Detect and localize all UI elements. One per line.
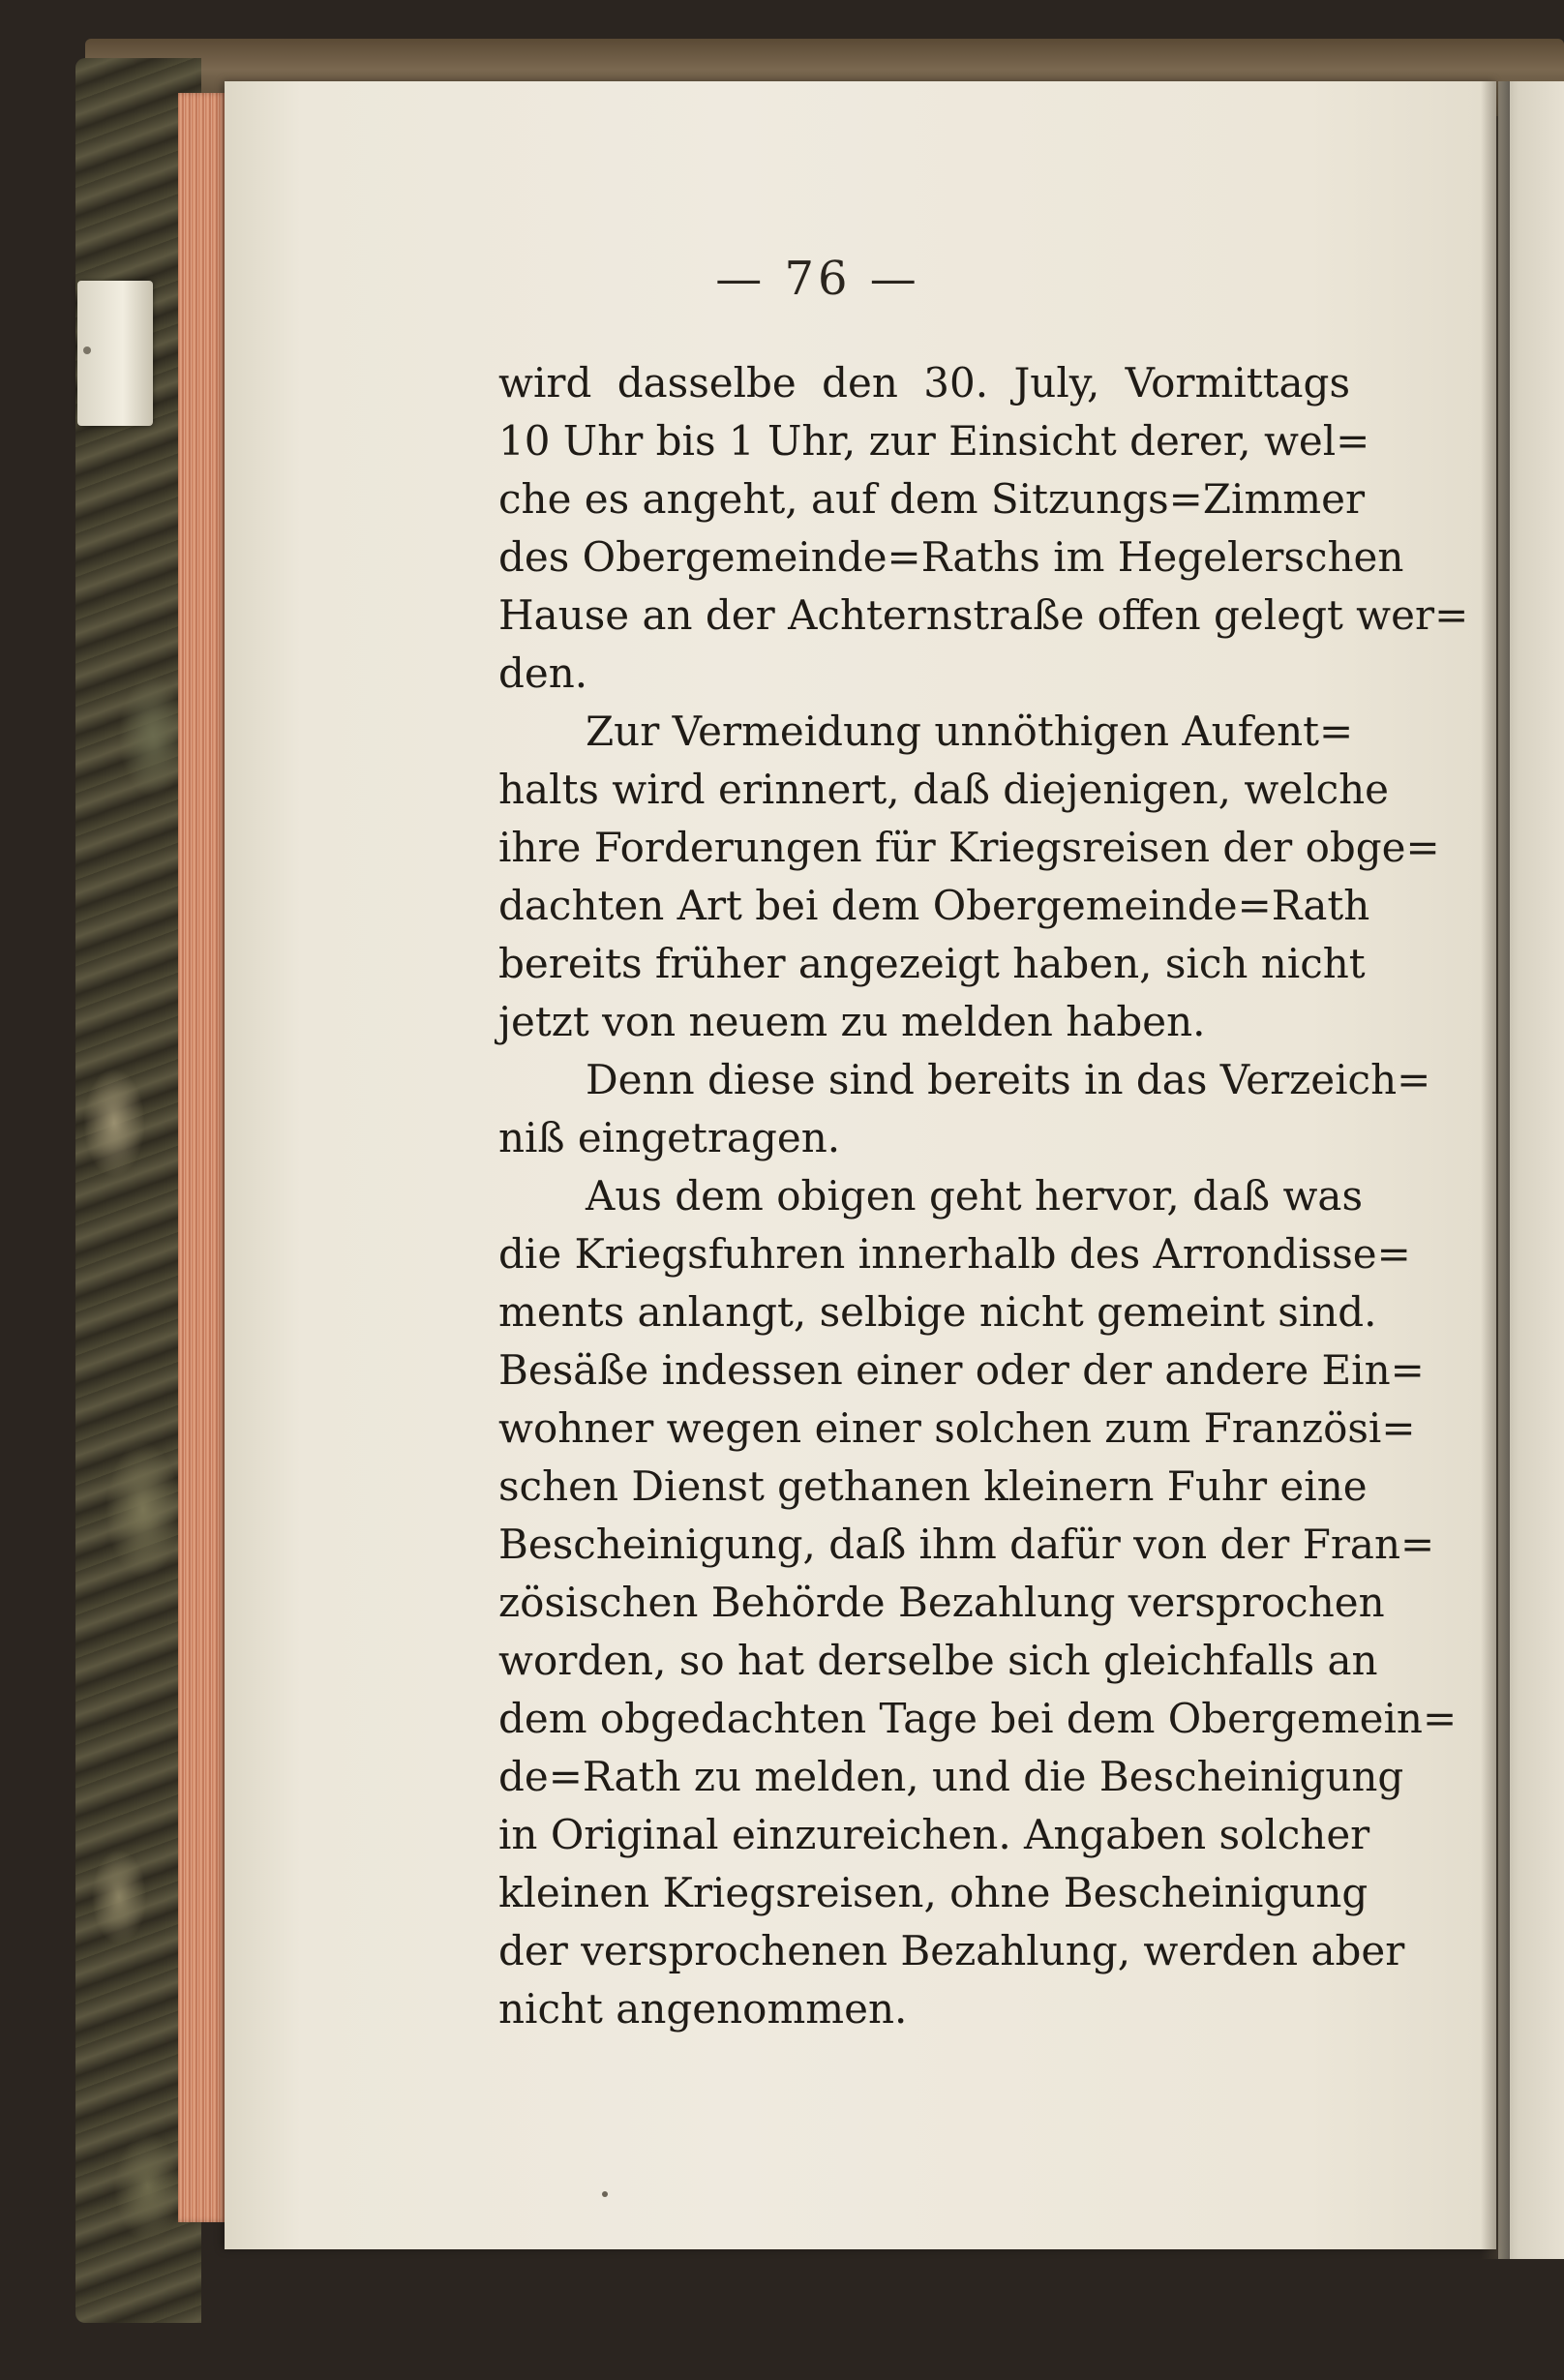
text-line: der versprochenen Bezahlung, werden aber	[498, 1927, 1405, 1974]
text-line: jetzt von neuem zu melden haben.	[498, 998, 1206, 1045]
page-edges	[178, 93, 226, 2222]
page-gutter	[1481, 81, 1510, 2259]
text-line: worden, so hat derselbe sich gleichfalls an	[498, 1637, 1378, 1684]
text-line: Zur Vermeidung unnöthigen Aufent=	[586, 708, 1354, 755]
text-line: niß eingetragen.	[498, 1114, 841, 1161]
text-line: dem obgedachten Tage bei dem Obergemein=	[498, 1695, 1458, 1742]
text-line: dachten Art bei dem Obergemeinde=Rath	[498, 882, 1370, 929]
text-line: zösischen Behörde Bezahlung versprochen	[498, 1579, 1385, 1626]
text-line: nicht angenommen.	[498, 1985, 908, 2033]
clasp-pin	[83, 346, 91, 354]
text-line: den.	[498, 649, 588, 697]
text-line: wohner wegen einer solchen zum Französi=	[498, 1404, 1416, 1452]
text-line: Bescheinigung, daß ihm dafür von der Fran=	[498, 1521, 1435, 1568]
text-line: Aus dem obigen geht hervor, daß was	[586, 1172, 1364, 1220]
paper-speck	[602, 2191, 608, 2197]
text-line: bereits früher angezeigt haben, sich nicht	[498, 940, 1366, 987]
text-line: ments anlangt, selbige nicht gemeint sind.	[498, 1288, 1377, 1336]
text-line: che es angeht, auf dem Sitzungs=Zimmer	[498, 475, 1366, 523]
text-line: halts wird erinnert, daß diejenigen, welche	[498, 766, 1390, 813]
text-line: ihre Forderungen für Kriegsreisen der obge=	[498, 824, 1440, 871]
text-line: wird dasselbe den 30. July, Vormittags	[498, 359, 1350, 407]
text-line: Hause an der Achternstraße offen gelegt wer=	[498, 591, 1469, 639]
text-line: kleinen Kriegsreisen, ohne Bescheinigung	[498, 1869, 1368, 1916]
text-line: in Original einzureichen. Angaben solcher	[498, 1811, 1370, 1858]
text-line: 10 Uhr bis 1 Uhr, zur Einsicht derer, wel=	[498, 417, 1370, 465]
text-line: des Obergemeinde=Raths im Hegelerschen	[498, 533, 1404, 581]
text-line: Besäße indessen einer oder der andere Ein=	[498, 1346, 1425, 1394]
text-line: de=Rath zu melden, und die Bescheinigung	[498, 1753, 1404, 1800]
text-line: schen Dienst gethanen kleinern Fuhr eine	[498, 1462, 1368, 1510]
text-line: die Kriegsfuhren innerhalb des Arrondisse=	[498, 1230, 1411, 1278]
text-line: Denn diese sind bereits in das Verzeich=	[586, 1056, 1431, 1103]
page-number: — 76 —	[715, 252, 920, 306]
